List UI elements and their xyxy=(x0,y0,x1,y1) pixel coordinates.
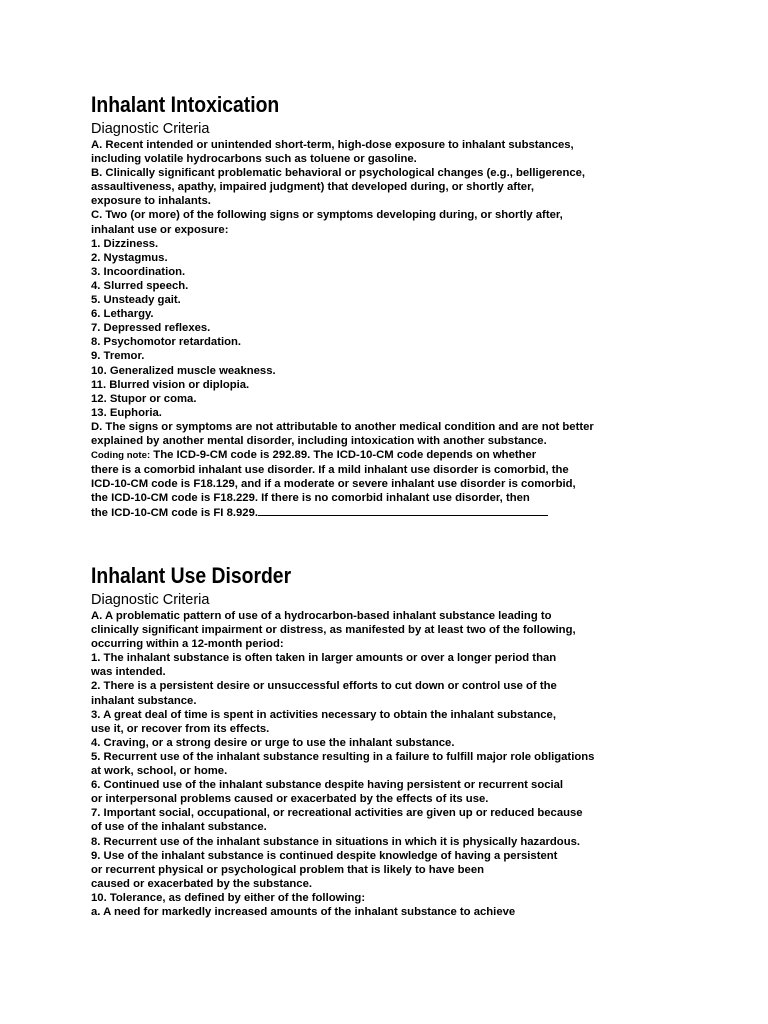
section-subtitle: Diagnostic Criteria xyxy=(91,592,210,608)
criteria-line: a. A need for markedly increased amounts of the inhalant substance to achieve xyxy=(91,905,516,918)
criteria-line: exposure to inhalants. xyxy=(91,195,211,208)
criteria-line: 6. Lethargy. xyxy=(91,308,154,321)
coding-note-label: Coding note: xyxy=(91,450,151,462)
coding-note-line xyxy=(91,448,691,463)
criteria-line: 10. Generalized muscle weakness. xyxy=(91,364,276,377)
criteria-line: including volatile hydrocarbons such as toluene or gasoline. xyxy=(91,153,417,166)
section-subtitle: Diagnostic Criteria xyxy=(91,121,210,137)
criteria-line: A. A problematic pattern of use of a hydrocarbon-based inhalant substance leading to xyxy=(91,610,552,622)
criteria-line: 2. There is a persistent desire or unsuccessful efforts to cut down or control use of the xyxy=(91,680,557,693)
criteria-line: inhalant substance. xyxy=(91,694,197,707)
criteria-line: at work, school, or home. xyxy=(91,765,228,778)
criteria-line: 9. Tremor. xyxy=(91,350,145,363)
section-inhalant-use-disorder xyxy=(91,563,691,919)
criteria-line: use it, or recover from its effects. xyxy=(91,722,270,735)
criteria-line: or recurrent physical or psychological problem that is likely to have been xyxy=(91,863,484,876)
criteria-line: 5. Recurrent use of the inhalant substance resulting in a failure to fulfill major role obligations xyxy=(91,750,595,763)
criteria-line: D. The signs or symptoms are not attributable to another medical condition and are not better xyxy=(91,420,594,433)
criteria-line: C. Two (or more) of the following signs or symptoms developing during, or shortly after, xyxy=(91,209,563,222)
criteria-line: 13. Euphoria. xyxy=(91,406,162,419)
criteria-line: occurring within a 12-month period: xyxy=(91,638,284,651)
criteria-line: 7. Important social, occupational, or recreational activities are given up or reduced because xyxy=(91,807,583,820)
coding-note-line: the ICD-10-CM code is F18.229. If there is no comorbid inhalant use disorder, then xyxy=(91,492,530,505)
criteria-line: 7. Depressed reflexes. xyxy=(91,322,211,335)
criteria-line: or interpersonal problems caused or exacerbated by the effects of its use. xyxy=(91,793,489,806)
criteria-line: 3. Incoordination. xyxy=(91,265,186,278)
criteria-line: 8. Recurrent use of the inhalant substance in situations in which it is physically hazardous. xyxy=(91,835,581,848)
criteria-line: 12. Stupor or coma. xyxy=(91,392,197,405)
criteria-line: of use of the inhalant substance. xyxy=(91,821,267,834)
criteria-line: 4. Craving, or a strong desire or urge to use the inhalant substance. xyxy=(91,736,455,749)
section-title: Inhalant Use Disorder xyxy=(91,563,292,588)
criteria-line: explained by another mental disorder, including intoxication with another substance. xyxy=(91,434,547,447)
criteria-list xyxy=(91,609,691,919)
underline-blank xyxy=(258,505,548,516)
criteria-line: 3. A great deal of time is spent in activities necessary to obtain the inhalant substance, xyxy=(91,708,556,721)
criteria-line: 2. Nystagmus. xyxy=(91,251,168,264)
coding-note-line: ICD-10-CM code is F18.129, and if a moderate or severe inhalant use disorder is comorbid, xyxy=(91,478,576,491)
criteria-line: inhalant use or exposure: xyxy=(91,223,229,236)
section-inhalant-intoxication xyxy=(91,92,691,521)
criteria-line: 1. Dizziness. xyxy=(91,237,159,250)
criteria-line: A. Recent intended or unintended short-term, high-dose exposure to inhalant substances, xyxy=(91,139,574,151)
section-title: Inhalant Intoxication xyxy=(91,92,280,117)
criteria-line: 10. Tolerance, as defined by either of the following: xyxy=(91,891,366,904)
coding-note-line xyxy=(91,505,691,520)
criteria-line: assaultiveness, apathy, impaired judgment) that developed during, or shortly after, xyxy=(91,181,534,194)
criteria-line: caused or exacerbated by the substance. xyxy=(91,877,313,890)
criteria-list xyxy=(91,138,691,521)
criteria-line: 6. Continued use of the inhalant substance despite having persistent or recurrent social xyxy=(91,779,564,792)
coding-note-text: the ICD-10-CM code is FI 8.929. xyxy=(91,507,258,520)
criteria-line: clinically significant impairment or distress, as manifested by at least two of the following, xyxy=(91,624,576,637)
criteria-line: 1. The inhalant substance is often taken in larger amounts or over a longer period than xyxy=(91,652,557,665)
coding-note-line: there is a comorbid inhalant use disorder. If a mild inhalant use disorder is comorbid, the xyxy=(91,464,569,477)
criteria-line: B. Clinically significant problematic behavioral or psychological changes (e.g., belligerence, xyxy=(91,167,586,180)
criteria-line: 5. Unsteady gait. xyxy=(91,294,181,307)
criteria-line: 11. Blurred vision or diplopia. xyxy=(91,378,250,391)
criteria-line: 9. Use of the inhalant substance is continued despite knowledge of having a persistent xyxy=(91,849,558,862)
criteria-line: 8. Psychomotor retardation. xyxy=(91,336,242,349)
coding-note-text: The ICD-9-CM code is 292.89. The ICD-10-CM code depends on whether xyxy=(150,449,537,462)
criteria-line: 4. Slurred speech. xyxy=(91,279,189,292)
criteria-line: was intended. xyxy=(91,666,166,679)
